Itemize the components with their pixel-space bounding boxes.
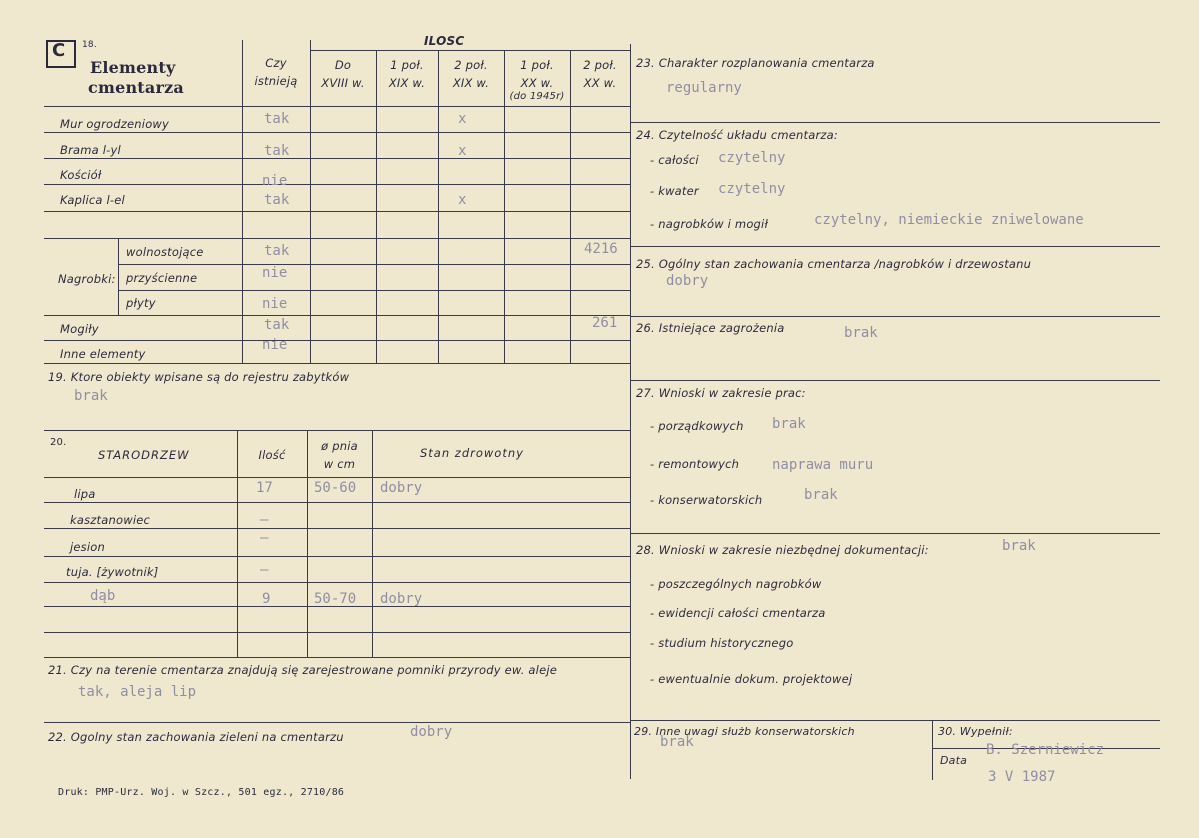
tree-count-4: – (260, 562, 269, 578)
tree-name-5: dąb (90, 588, 116, 604)
tree-count-3: – (260, 530, 269, 546)
field-21-value: tak, aleja lip (78, 684, 197, 700)
row-wolnostojace-czy: tak (264, 243, 290, 259)
row-kaplica-label: Kaplica l-el (60, 193, 125, 207)
field-27-porzadkowych-value: brak (772, 416, 806, 432)
tree-diam-1: 50-60 (314, 480, 357, 496)
tree-count-5: 9 (262, 591, 271, 607)
rule (570, 50, 571, 363)
rule (44, 632, 630, 633)
row-inne-czy: nie (262, 337, 288, 353)
row-kosciol-czy: nie (262, 173, 288, 189)
tree-name-3: jesion (70, 540, 105, 554)
field-27-konserwatorskich-label: - konserwatorskich (650, 493, 763, 507)
field-30-date-value: 3 V 1987 (988, 769, 1056, 785)
col-1pol-xix-1: 1 poł. (390, 58, 424, 72)
field-27-remontowych-label: - remontowych (650, 457, 740, 471)
card-letter: C (52, 40, 66, 61)
col-ilosc: Ilość (258, 448, 286, 462)
col-pnia-1: ø pnia (321, 439, 358, 453)
field-20-number: 20. (50, 437, 67, 448)
rule (44, 556, 630, 557)
col-pnia-2: w cm (323, 457, 356, 471)
col-2pol-xix-1: 2 poł. (454, 58, 488, 72)
tree-state-5: dobry (380, 591, 423, 607)
rule (44, 238, 630, 239)
rule (44, 211, 630, 212)
field-28-item-3: - studium historycznego (650, 636, 794, 650)
print-note: Druk: PMP-Urz. Woj. w Szcz., 501 egz., 2710/86 (58, 787, 345, 798)
field-29-value: brak (660, 734, 694, 750)
rule (44, 315, 630, 316)
field-27-remontowych-value: naprawa muru (772, 457, 874, 473)
rule (630, 533, 1160, 534)
rule (44, 582, 630, 583)
col-czy-line2: istnieją (254, 74, 298, 88)
field-20-title: STARODRZEW (98, 448, 190, 462)
row-wolnostojace-count: 4216 (584, 241, 618, 257)
row-przyscienne-label: przyścienne (126, 271, 198, 285)
field-24-calosci-label: - całości (650, 153, 699, 167)
tree-count-1: 17 (256, 480, 273, 496)
field-24-kwater-value: czytelny (718, 181, 786, 197)
col-2pol-xix-2: XIX w. (452, 76, 490, 90)
row-plyty-label: płyty (126, 296, 156, 310)
field-19-label: 19. Ktore obiekty wpisane są do rejestru zabytków (48, 370, 350, 384)
rule (630, 380, 1160, 381)
middle-divider (630, 44, 631, 779)
col-1pol-xx-2: XX w. (520, 76, 554, 90)
field-28-item-2: - ewidencji całości cmentarza (650, 606, 826, 620)
row-mur-czy: tak (264, 111, 290, 127)
row-mur-label: Mur ogrodzeniowy (60, 117, 170, 131)
field-22-value: dobry (410, 724, 453, 740)
field-30-value: B. Szerniewicz (986, 742, 1105, 758)
row-brama-label: Brama l-yl (60, 143, 121, 157)
rule (44, 657, 630, 658)
tree-diam-5: 50-70 (314, 591, 357, 607)
rule (118, 238, 119, 315)
rule (932, 720, 933, 780)
field-24-label: 24. Czytelność układu cmentarza: (636, 128, 838, 142)
field-30-date-label: Data (940, 754, 968, 767)
field-18-title-line1: Elementy (90, 58, 176, 77)
col-do-xviii-2: XVIII w. (321, 76, 365, 90)
field-24-kwater-label: - kwater (650, 184, 699, 198)
rule (630, 720, 1160, 721)
rule (118, 290, 630, 291)
field-23-value: regularny (666, 80, 742, 96)
col-stan: Stan zdrowotny (420, 446, 524, 460)
field-24-calosci-value: czytelny (718, 150, 786, 166)
field-27-konserwatorskich-value: brak (804, 487, 838, 503)
rule (44, 430, 630, 431)
field-22-label: 22. Ogolny stan zachowania zieleni na cmentarzu (48, 730, 344, 744)
field-28-item-1: - poszczególnych nagrobków (650, 577, 822, 591)
row-inne-label: Inne elementy (60, 347, 146, 361)
rule (44, 528, 630, 529)
rule (372, 430, 373, 657)
rule (630, 122, 1160, 123)
row-mogily-count: 261 (592, 315, 618, 331)
field-29-label: 29. Inne uwagi służb konserwatorskich (634, 725, 855, 738)
tree-state-1: dobry (380, 480, 423, 496)
field-26-label: 26. Istniejące zagrożenia (636, 321, 785, 335)
col-1pol-xix-2: XIX w. (388, 76, 426, 90)
rule (44, 502, 630, 503)
field-21-label: 21. Czy na terenie cmentarza znajdują się zarejestrowane pomniki przyrody ew. aleje (48, 663, 558, 677)
row-wolnostojace-label: wolnostojące (126, 245, 204, 259)
field-25-label: 25. Ogólny stan zachowania cmentarza /nagrobków i drzewostanu (636, 257, 1032, 271)
field-28-item-4: - ewentualnie dokum. projektowej (650, 672, 853, 686)
row-mogily-czy: tak (264, 317, 290, 333)
col-2pol-xx-1: 2 poł. (583, 58, 617, 72)
col-czy-line1: Czy (265, 56, 287, 70)
row-brama-mark: x (458, 143, 467, 159)
rule (44, 132, 630, 133)
field-23-label: 23. Charakter rozplanowania cmentarza (636, 56, 875, 70)
col-1pol-xx-1: 1 poł. (520, 58, 554, 72)
tree-count-2: – (260, 512, 269, 528)
rule (438, 50, 439, 363)
field-18-number: 18. (82, 40, 97, 50)
row-przyscienne-czy: nie (262, 265, 288, 281)
row-plyty-czy: nie (262, 296, 288, 312)
tree-name-1: lipa (74, 487, 96, 501)
rule (44, 184, 630, 185)
row-kosciol-label: Kościół (60, 168, 102, 182)
field-27-label: 27. Wnioski w zakresie prac: (636, 386, 806, 400)
rule (237, 430, 238, 657)
nagrobki-label: Nagrobki: (58, 272, 116, 286)
field-28-label: 28. Wnioski w zakresie niezbędnej dokumentacji: (636, 543, 929, 557)
field-19-value: brak (74, 388, 108, 404)
rule (44, 477, 630, 478)
rule (44, 106, 630, 107)
rule (630, 316, 1160, 317)
rule (242, 40, 243, 363)
field-26-value: brak (844, 325, 878, 341)
rule (630, 246, 1160, 247)
rule (44, 340, 630, 341)
row-mogily-label: Mogiły (60, 322, 99, 336)
tree-name-4: tuja. [żywotnik] (66, 565, 159, 579)
field-28-value: brak (1002, 538, 1036, 554)
field-27-porzadkowych-label: - porządkowych (650, 419, 744, 433)
col-2pol-xx-2: XX w. (583, 76, 617, 90)
rule (44, 158, 630, 159)
field-30-label: 30. Wypełnił: (938, 725, 1013, 738)
col-1pol-xx-3: (do 1945r) (509, 91, 565, 102)
row-brama-czy: tak (264, 143, 290, 159)
rule (376, 50, 377, 363)
field-24-nagrobkow-value: czytelny, niemieckie zniwelowane (814, 212, 1084, 228)
rule (44, 722, 630, 723)
field-18-title-line2: cmentarza (88, 78, 184, 97)
rule (118, 264, 630, 265)
row-kaplica-czy: tak (264, 192, 290, 208)
ilosc-header: ILOSC (424, 34, 465, 48)
field-24-nagrobkow-label: - nagrobków i mogił (650, 217, 768, 231)
row-mur-mark: x (458, 111, 467, 127)
col-do-xviii-1: Do (334, 58, 352, 72)
rule (310, 50, 630, 51)
rule (44, 363, 630, 364)
row-kaplica-mark: x (458, 192, 467, 208)
field-25-value: dobry (666, 273, 709, 289)
tree-name-2: kasztanowiec (70, 513, 151, 527)
